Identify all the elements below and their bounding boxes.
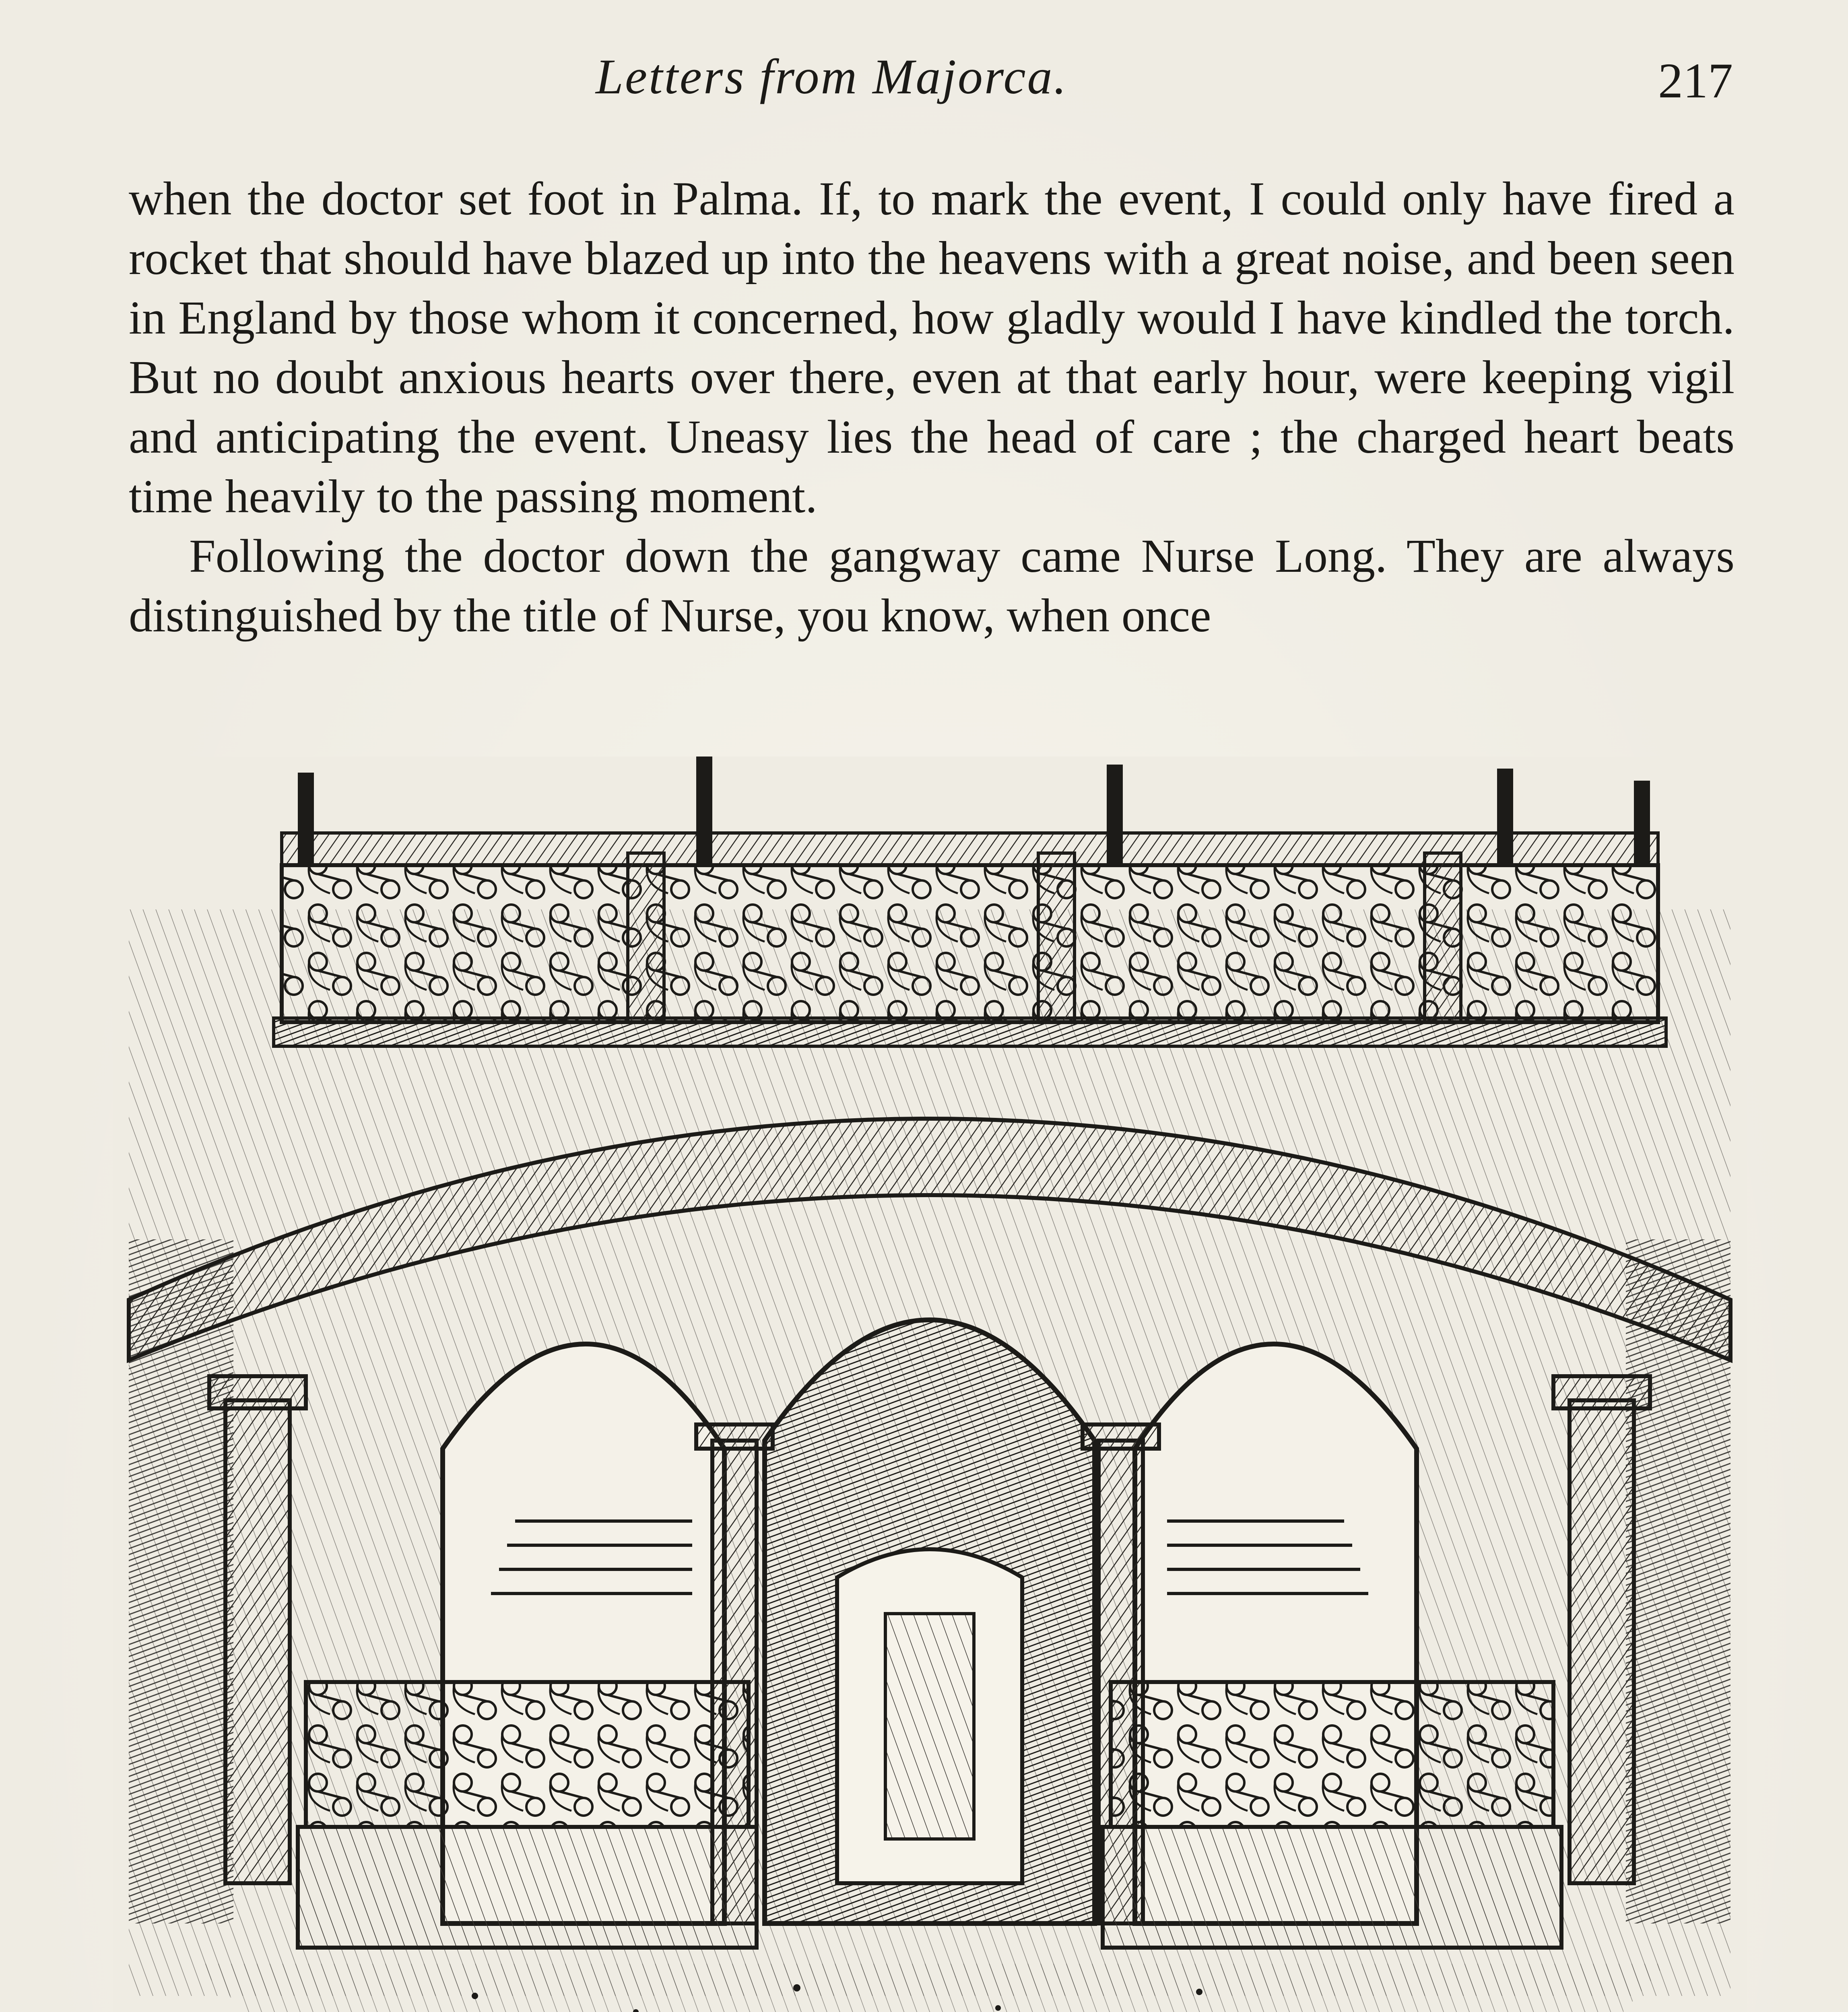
paragraph-nurse-long-intro: Following the doctor down the gangway came Nurse Long. They are always distinguished by the title of Nurse, you know, when once	[129, 530, 1735, 642]
running-title: Letters from Majorca.	[596, 49, 1068, 104]
paragraph-continued: when the doctor set foot in Palma. If, to mark the event, I could only have fired a rocket that should have blazed up into the heavens with a great noise, and been seen in England by those whom it concerned, how gladly would I have kindled the torch. But no doubt anxious hearts over there, even at that early hour, were keeping vigil and anticipating the event. Uneasy lies the head of care ; the charged heart beats time heavily to the passing moment.	[129, 172, 1735, 523]
page-number: 217	[1658, 53, 1733, 108]
engraving-drawing	[113, 757, 1747, 2012]
court-illustration	[113, 757, 1747, 2012]
top-text-block	[129, 169, 1735, 645]
